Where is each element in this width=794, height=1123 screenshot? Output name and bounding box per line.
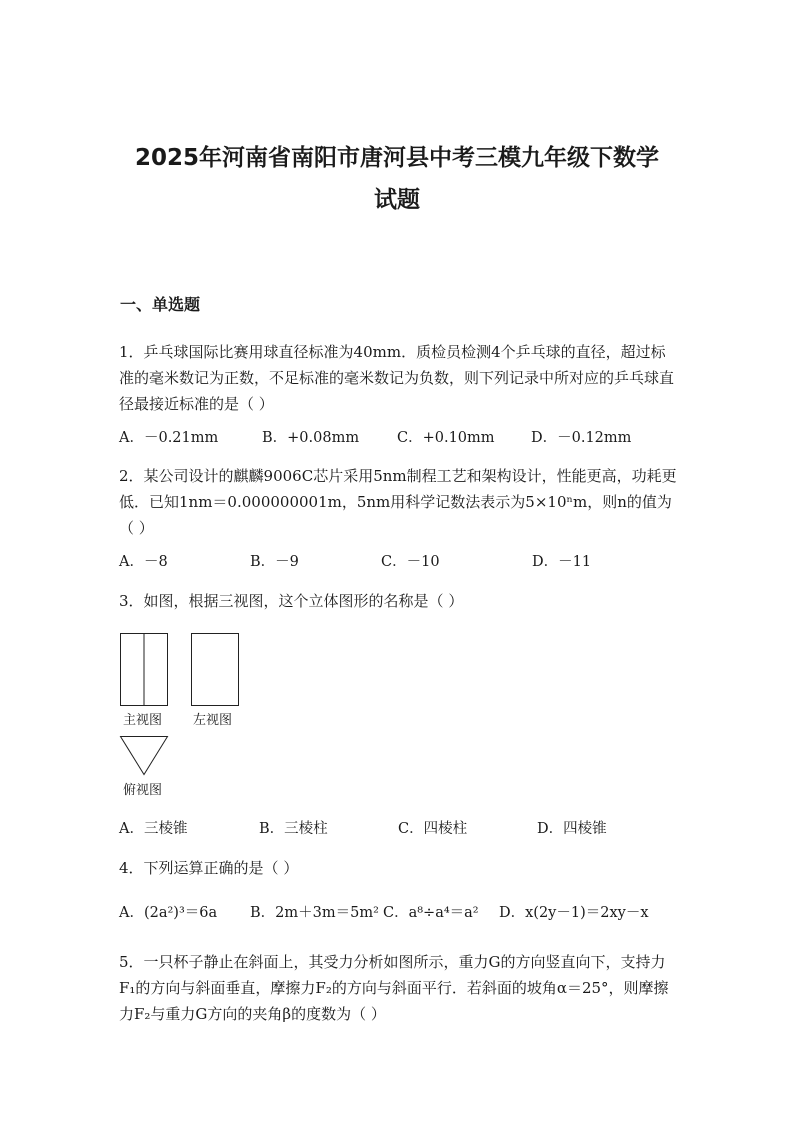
- q2-option-d: D．－11: [532, 554, 592, 570]
- question-2-stem: 2．某公司设计的麒麟9006C芯片采用5nm制程工艺和架构设计，性能更高，功耗更低．已知1nm＝0.000000001m，5nm用科学记数法表示为5×10ⁿm，则n的值为（ ）: [119, 467, 677, 537]
- q4-option-c: C．a⁸÷a⁴＝a²: [383, 905, 479, 921]
- q3-option-c: C．四棱柱: [398, 821, 468, 837]
- question-5-stem: 5．一只杯子静止在斜面上，其受力分析如图所示，重力G的方向竖直向下，支持力F₁的方向与斜面垂直，摩擦力F₂的方向与斜面平行．若斜面的坡角α＝25°，则摩擦力F₂与重力G方向的夹角β的度数为（ ）: [119, 953, 669, 1023]
- q2-option-b: B．－9: [250, 554, 299, 570]
- question-4-stem: 4．下列运算正确的是（ ）: [119, 859, 299, 877]
- question-3-options: [119, 818, 679, 840]
- q2-option-c: C．－10: [381, 554, 440, 570]
- q4-option-a: A．(2a²)³＝6a: [119, 905, 218, 921]
- question-2-options: [119, 551, 679, 573]
- q4-option-d: D．x(2y－1)＝2xy－x: [499, 905, 649, 921]
- top-view-caption: 俯视图: [123, 783, 163, 798]
- section-heading: 一、单选题: [120, 295, 201, 314]
- side-view-caption: 左视图: [193, 713, 233, 728]
- top-view-triangle: [121, 737, 168, 775]
- question-1-stem: 1．乒乓球国际比赛用球直径标准为40mm．质检员检测4个乒乓球的直径，超过标准的毫米数记为正数，不足标准的毫米数记为负数，则下列记录中所对应的乒乓球直径最接近标准的是（ ）: [119, 343, 675, 413]
- question-4-options: [119, 902, 679, 924]
- q3-option-b: B．三棱柱: [259, 821, 328, 837]
- page-title-line2: 试题: [374, 187, 420, 213]
- q3-option-a: A．三棱锥: [119, 821, 188, 837]
- q1-option-a: A．－0.21mm: [119, 430, 219, 446]
- page-title-line1: 2025年河南省南阳市唐河县中考三模九年级下数学: [134, 145, 659, 171]
- q1-option-c: C．+0.10mm: [397, 430, 495, 446]
- q1-option-d: D．－0.12mm: [531, 430, 632, 446]
- side-view-rect: [192, 634, 239, 706]
- q2-option-a: A．－8: [119, 554, 168, 570]
- front-view-caption: 主视图: [123, 713, 163, 728]
- question-1-options: [119, 427, 679, 449]
- q3-option-d: D．四棱锥: [537, 821, 607, 837]
- q4-option-b: B．2m＋3m＝5m²: [250, 905, 379, 921]
- q1-option-b: B．+0.08mm: [262, 430, 360, 446]
- question-3-stem: 3．如图，根据三视图，这个立体图形的名称是（ ）: [119, 592, 464, 610]
